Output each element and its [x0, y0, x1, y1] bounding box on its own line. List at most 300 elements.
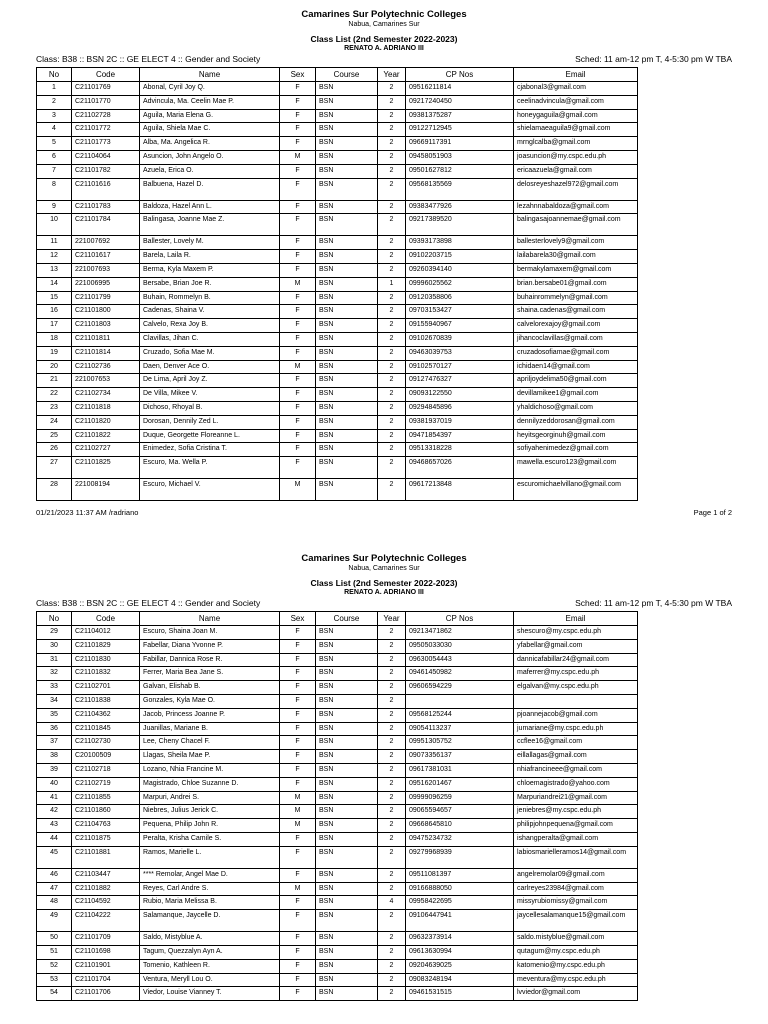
cell-cp-no: 09461531515	[406, 987, 514, 1001]
cell-code: C21102719	[72, 777, 140, 791]
cell-email: mawella.escuro123@gmail.com	[514, 457, 638, 479]
cell-sex: F	[280, 123, 316, 137]
cell-cp-no: 09083248194	[406, 973, 514, 987]
cell-course: BSN	[316, 82, 378, 96]
cell-year: 2	[378, 987, 406, 1001]
cell-no: 23	[37, 401, 72, 415]
cell-course: BSN	[316, 150, 378, 164]
cell-name: Tomenio, Kathleen R.	[140, 959, 280, 973]
cell-course: BSN	[316, 639, 378, 653]
cell-code: C21101860	[72, 805, 140, 819]
cell-code: C21101901	[72, 959, 140, 973]
col-email: Email	[514, 68, 638, 82]
cell-course: BSN	[316, 346, 378, 360]
table-row	[37, 178, 638, 200]
cell-course: BSN	[316, 123, 378, 137]
cell-course: BSN	[316, 250, 378, 264]
cell-year: 2	[378, 360, 406, 374]
cell-year: 2	[378, 82, 406, 96]
col-no: No	[37, 68, 72, 82]
col-name: Name	[140, 612, 280, 626]
cell-no: 47	[37, 882, 72, 896]
cell-cp-no: 09958422695	[406, 896, 514, 910]
cell-cp-no: 09511081397	[406, 868, 514, 882]
col-sex: Sex	[280, 68, 316, 82]
cell-email: yhaldichoso@gmail.com	[514, 401, 638, 415]
cell-name: Lozano, Nhia Francine M.	[140, 763, 280, 777]
cell-cp-no: 09501627812	[406, 164, 514, 178]
cell-no: 31	[37, 653, 72, 667]
col-no: No	[37, 612, 72, 626]
cell-no: 44	[37, 832, 72, 846]
cell-email: pjoannejacob@gmail.com	[514, 708, 638, 722]
cell-email: carlreyes23984@gmail.com	[514, 882, 638, 896]
table-row	[37, 109, 638, 123]
cell-cp-no: 09516201467	[406, 777, 514, 791]
cell-sex: M	[280, 479, 316, 501]
cell-year: 2	[378, 932, 406, 946]
cell-year: 2	[378, 200, 406, 214]
cell-name: Niebres, Julius Jerick C.	[140, 805, 280, 819]
cell-no: 13	[37, 263, 72, 277]
cell-email: lezahnnabaldoza@gmail.com	[514, 200, 638, 214]
cell-code: C21101770	[72, 95, 140, 109]
cell-no: 7	[37, 164, 72, 178]
cell-name: Ballester, Lovely M.	[140, 236, 280, 250]
table-row	[37, 681, 638, 695]
cell-email: bermakylamaxem@gmail.com	[514, 263, 638, 277]
cell-code: 221007692	[72, 236, 140, 250]
cell-email: honeygaguila@gmail.com	[514, 109, 638, 123]
table-row	[37, 164, 638, 178]
table-row	[37, 415, 638, 429]
cell-cp-no: 09166888050	[406, 882, 514, 896]
cell-sex: M	[280, 150, 316, 164]
cell-cp-no: 09568135569	[406, 178, 514, 200]
cell-name: Escuro, Ma. Wella P.	[140, 457, 280, 479]
cell-course: BSN	[316, 95, 378, 109]
cell-cp-no: 09054113237	[406, 722, 514, 736]
cell-name: Viedor, Louise Vianney T.	[140, 987, 280, 1001]
table-row	[37, 832, 638, 846]
cell-year: 2	[378, 250, 406, 264]
cell-course: BSN	[316, 263, 378, 277]
cell-no: 21	[37, 374, 72, 388]
cell-code: 221007653	[72, 374, 140, 388]
table-row	[37, 443, 638, 457]
cell-cp-no: 09213471862	[406, 626, 514, 640]
cell-sex: F	[280, 200, 316, 214]
cell-sex: F	[280, 263, 316, 277]
cell-no: 51	[37, 945, 72, 959]
cell-email: jaycellesalamanque15@gmail.com	[514, 910, 638, 932]
cell-code: C21103447	[72, 868, 140, 882]
table-row	[37, 150, 638, 164]
cell-year: 2	[378, 681, 406, 695]
cell-cp-no: 09217389520	[406, 214, 514, 236]
cell-code: C21101772	[72, 123, 140, 137]
cell-no: 32	[37, 667, 72, 681]
cell-email: ishangperalta@gmail.com	[514, 832, 638, 846]
cell-year: 2	[378, 374, 406, 388]
cell-name: Aguila, Shiela Mae C.	[140, 123, 280, 137]
cell-course: BSN	[316, 443, 378, 457]
cell-name: Magistrado, Chloe Suzanne D.	[140, 777, 280, 791]
cell-email: shielamaeaguila9@gmail.com	[514, 123, 638, 137]
col-course: Course	[316, 612, 378, 626]
cell-course: BSN	[316, 750, 378, 764]
instructor-name: RENATO A. ADRIANO III	[344, 45, 424, 52]
cell-course: BSN	[316, 896, 378, 910]
cell-cp-no: 09279968939	[406, 846, 514, 868]
cell-course: BSN	[316, 868, 378, 882]
cell-name: Aguila, Maria Elena G.	[140, 109, 280, 123]
cell-course: BSN	[316, 681, 378, 695]
cell-email: ballesterlovely9@gmail.com	[514, 236, 638, 250]
cell-sex: F	[280, 777, 316, 791]
school-name: Camarines Sur Polytechnic Colleges	[301, 9, 467, 20]
cell-year: 2	[378, 882, 406, 896]
cell-name: Llagas, Sheila Mae P.	[140, 750, 280, 764]
cell-email: dennilyzeddorosan@gmail.com	[514, 415, 638, 429]
cell-cp-no: 09471854397	[406, 429, 514, 443]
cell-name: Cruzado, Sofia Mae M.	[140, 346, 280, 360]
cell-cp-no: 09703153427	[406, 305, 514, 319]
cell-no: 40	[37, 777, 72, 791]
cell-email: devillamikee1@gmail.com	[514, 388, 638, 402]
cell-course: BSN	[316, 479, 378, 501]
cell-course: BSN	[316, 987, 378, 1001]
cell-year: 2	[378, 639, 406, 653]
cell-course: BSN	[316, 722, 378, 736]
cell-sex: F	[280, 457, 316, 479]
cell-name: Balingasa, Joanne Mae Z.	[140, 214, 280, 236]
cell-email: sofiyahenimedez@gmail.com	[514, 443, 638, 457]
cell-email: lailabarela30@gmail.com	[514, 250, 638, 264]
table-row	[37, 457, 638, 479]
cell-name: Pequena, Philip John R.	[140, 819, 280, 833]
table-row	[37, 846, 638, 868]
cell-no: 46	[37, 868, 72, 882]
cell-year: 2	[378, 708, 406, 722]
cell-course: BSN	[316, 236, 378, 250]
cell-course: BSN	[316, 805, 378, 819]
cell-email: katomenio@my.cspc.edu.ph	[514, 959, 638, 973]
cell-course: BSN	[316, 200, 378, 214]
cell-name: Saldo, Mistyblue A.	[140, 932, 280, 946]
cell-name: Baldoza, Hazel Ann L.	[140, 200, 280, 214]
cell-code: C21101845	[72, 722, 140, 736]
cell-no: 48	[37, 896, 72, 910]
cell-code: C21101882	[72, 882, 140, 896]
cell-sex: F	[280, 291, 316, 305]
cell-email: elgalvan@my.cspc.edu.ph	[514, 681, 638, 695]
col-cp-nos: CP Nos	[406, 612, 514, 626]
cell-cp-no: 09294845896	[406, 401, 514, 415]
cell-sex: F	[280, 653, 316, 667]
table-row	[37, 791, 638, 805]
table-row	[37, 95, 638, 109]
col-code: Code	[72, 612, 140, 626]
table-row	[37, 236, 638, 250]
cell-no: 49	[37, 910, 72, 932]
table-row	[37, 973, 638, 987]
table-row	[37, 945, 638, 959]
cell-sex: F	[280, 973, 316, 987]
cell-sex: F	[280, 896, 316, 910]
cell-no: 4	[37, 123, 72, 137]
table-row	[37, 626, 638, 640]
cell-year: 2	[378, 805, 406, 819]
table-row	[37, 305, 638, 319]
school-address: Nabua, Camarines Sur	[348, 565, 420, 572]
cell-name: Juanillas, Mariane B.	[140, 722, 280, 736]
cell-email: ichidaen14@gmail.com	[514, 360, 638, 374]
cell-email: cruzadosofiamae@gmail.com	[514, 346, 638, 360]
cell-email: jumariane@my.cspc.edu.ph	[514, 722, 638, 736]
cell-no: 11	[37, 236, 72, 250]
page-2	[0, 544, 768, 1024]
cell-sex: F	[280, 750, 316, 764]
cell-code: C21101825	[72, 457, 140, 479]
cell-no: 35	[37, 708, 72, 722]
cell-email: cjabonal3@gmail.com	[514, 82, 638, 96]
school-address: Nabua, Camarines Sur	[348, 21, 420, 28]
cell-no: 53	[37, 973, 72, 987]
cell-cp-no: 09204639025	[406, 959, 514, 973]
cell-name: Berma, Kyla Maxem P.	[140, 263, 280, 277]
cell-course: BSN	[316, 415, 378, 429]
cell-year: 2	[378, 910, 406, 932]
cell-year: 2	[378, 415, 406, 429]
cell-no: 54	[37, 987, 72, 1001]
cell-course: BSN	[316, 137, 378, 151]
cell-no: 6	[37, 150, 72, 164]
cell-name: De Villa, Mikee V.	[140, 388, 280, 402]
cell-email: philipjohnpequena@gmail.com	[514, 819, 638, 833]
school-name: Camarines Sur Polytechnic Colleges	[301, 553, 467, 564]
cell-no: 28	[37, 479, 72, 501]
table-row	[37, 360, 638, 374]
cell-sex: F	[280, 868, 316, 882]
cell-sex: F	[280, 305, 316, 319]
cell-cp-no: 09381937019	[406, 415, 514, 429]
cell-no: 25	[37, 429, 72, 443]
cell-code: C21104362	[72, 708, 140, 722]
cell-sex: F	[280, 987, 316, 1001]
cell-no: 39	[37, 763, 72, 777]
cell-year: 2	[378, 429, 406, 443]
cell-no: 34	[37, 694, 72, 708]
cell-no: 27	[37, 457, 72, 479]
cell-email: ccflee16@gmail.com	[514, 736, 638, 750]
cell-email: dannicafabillar24@gmail.com	[514, 653, 638, 667]
cell-cp-no: 09613630994	[406, 945, 514, 959]
cell-course: BSN	[316, 429, 378, 443]
cell-cp-no: 09996025562	[406, 277, 514, 291]
cell-cp-no: 09122712945	[406, 123, 514, 137]
col-name: Name	[140, 68, 280, 82]
class-info: Class: B38 :: BSN 2C :: GE ELECT 4 :: Gender and Society	[36, 598, 261, 608]
cell-email: eillallagas@gmail.com	[514, 750, 638, 764]
cell-name: Dichoso, Rhoyal B.	[140, 401, 280, 415]
cell-year: 2	[378, 109, 406, 123]
cell-sex: F	[280, 736, 316, 750]
cell-name: Daen, Denver Ace O.	[140, 360, 280, 374]
cell-cp-no: 09505033030	[406, 639, 514, 653]
cell-code: C21101838	[72, 694, 140, 708]
cell-year: 2	[378, 945, 406, 959]
table-row	[37, 896, 638, 910]
cell-sex: F	[280, 346, 316, 360]
cell-code: C21102736	[72, 360, 140, 374]
cell-no: 1	[37, 82, 72, 96]
cell-year: 2	[378, 791, 406, 805]
cell-sex: F	[280, 250, 316, 264]
cell-name: Bersabe, Brian Joe R.	[140, 277, 280, 291]
cell-course: BSN	[316, 401, 378, 415]
table-row	[37, 932, 638, 946]
cell-email: ceelinadvincula@gmail.com	[514, 95, 638, 109]
cell-sex: M	[280, 805, 316, 819]
cell-name: **** Remolar, Angel Mae D.	[140, 868, 280, 882]
cell-name: Salamanque, Jaycelle D.	[140, 910, 280, 932]
cell-sex: F	[280, 374, 316, 388]
cell-code: C21101706	[72, 987, 140, 1001]
cell-sex: M	[280, 277, 316, 291]
cell-email: jihancoclavillas@gmail.com	[514, 332, 638, 346]
table-row	[37, 263, 638, 277]
cell-course: BSN	[316, 882, 378, 896]
cell-cp-no	[406, 694, 514, 708]
cell-course: BSN	[316, 291, 378, 305]
cell-code: C21101782	[72, 164, 140, 178]
cell-cp-no: 09669117391	[406, 137, 514, 151]
schedule: Sched: 11 am-12 pm T, 4-5:30 pm W TBA	[575, 598, 732, 608]
cell-code: C21101800	[72, 305, 140, 319]
cell-sex: F	[280, 178, 316, 200]
table-row	[37, 82, 638, 96]
table-row	[37, 479, 638, 501]
table-row	[37, 653, 638, 667]
cell-sex: M	[280, 791, 316, 805]
cell-name: Tagum, Quezzalyn Ayn A.	[140, 945, 280, 959]
cell-email: apriljoydelima50@gmail.com	[514, 374, 638, 388]
cell-course: BSN	[316, 763, 378, 777]
cell-sex: M	[280, 360, 316, 374]
cell-sex: F	[280, 415, 316, 429]
table-row	[37, 374, 638, 388]
cell-name: Advincula, Ma. Ceelin Mae P.	[140, 95, 280, 109]
table-row	[37, 667, 638, 681]
cell-year: 2	[378, 819, 406, 833]
cell-email: angelremolar09@gmail.com	[514, 868, 638, 882]
cell-email: brian.bersabe01@gmail.com	[514, 277, 638, 291]
cell-year: 2	[378, 694, 406, 708]
cell-year: 2	[378, 736, 406, 750]
cell-sex: F	[280, 945, 316, 959]
table-row	[37, 639, 638, 653]
cell-code: C21104222	[72, 910, 140, 932]
cell-cp-no: 09632373914	[406, 932, 514, 946]
cell-year: 2	[378, 123, 406, 137]
cell-no: 43	[37, 819, 72, 833]
cell-course: BSN	[316, 846, 378, 868]
cell-email: labiosmarielleramos14@gmail.com	[514, 846, 638, 868]
cell-code: C21102727	[72, 443, 140, 457]
cell-code: C21104064	[72, 150, 140, 164]
cell-cp-no: 09513318228	[406, 443, 514, 457]
cell-name: Ventura, Meryll Lou O.	[140, 973, 280, 987]
cell-no: 8	[37, 178, 72, 200]
cell-cp-no: 09102203715	[406, 250, 514, 264]
cell-name: Escuro, Shaina Joan M.	[140, 626, 280, 640]
cell-email: escuromichaelvillano@gmail.com	[514, 479, 638, 501]
cell-year: 2	[378, 95, 406, 109]
cell-sex: F	[280, 214, 316, 236]
cell-year: 2	[378, 236, 406, 250]
cell-code: C21101784	[72, 214, 140, 236]
cell-course: BSN	[316, 277, 378, 291]
cell-year: 2	[378, 959, 406, 973]
cell-email: shaina.cadenas@gmail.com	[514, 305, 638, 319]
cell-no: 41	[37, 791, 72, 805]
cell-no: 12	[37, 250, 72, 264]
cell-email: yfabellar@gmail.com	[514, 639, 638, 653]
cell-year: 2	[378, 305, 406, 319]
cell-no: 19	[37, 346, 72, 360]
cell-sex: M	[280, 882, 316, 896]
cell-email: nhiafrancineee@gmail.com	[514, 763, 638, 777]
cell-name: Buhain, Rommelyn B.	[140, 291, 280, 305]
cell-sex: F	[280, 401, 316, 415]
cell-code: C21101811	[72, 332, 140, 346]
cell-code: C21101616	[72, 178, 140, 200]
cell-name: Azuela, Erica O.	[140, 164, 280, 178]
cell-sex: F	[280, 95, 316, 109]
cell-name: Rubio, Maria Melissa B.	[140, 896, 280, 910]
cell-name: Marpuri, Andrei S.	[140, 791, 280, 805]
table-row	[37, 123, 638, 137]
cell-year: 2	[378, 763, 406, 777]
cell-email: heyitsgeorginuh@gmail.com	[514, 429, 638, 443]
cell-course: BSN	[316, 653, 378, 667]
cell-year: 2	[378, 626, 406, 640]
cell-email: joasuncion@my.cspc.edu.ph	[514, 150, 638, 164]
cell-year: 2	[378, 319, 406, 333]
instructor-name: RENATO A. ADRIANO III	[344, 589, 424, 596]
col-year: Year	[378, 68, 406, 82]
cell-course: BSN	[316, 388, 378, 402]
cell-year: 2	[378, 137, 406, 151]
cell-year: 2	[378, 263, 406, 277]
col-sex: Sex	[280, 612, 316, 626]
cell-no: 50	[37, 932, 72, 946]
table-row	[37, 332, 638, 346]
cell-year: 2	[378, 832, 406, 846]
cell-course: BSN	[316, 973, 378, 987]
col-course: Course	[316, 68, 378, 82]
cell-no: 52	[37, 959, 72, 973]
cell-year: 2	[378, 457, 406, 479]
table-row	[37, 868, 638, 882]
cell-sex: F	[280, 932, 316, 946]
table-row	[37, 388, 638, 402]
cell-code: C21101773	[72, 137, 140, 151]
cell-name: Gonzales, Kyla Mae O.	[140, 694, 280, 708]
table-row	[37, 910, 638, 932]
cell-year: 2	[378, 401, 406, 415]
